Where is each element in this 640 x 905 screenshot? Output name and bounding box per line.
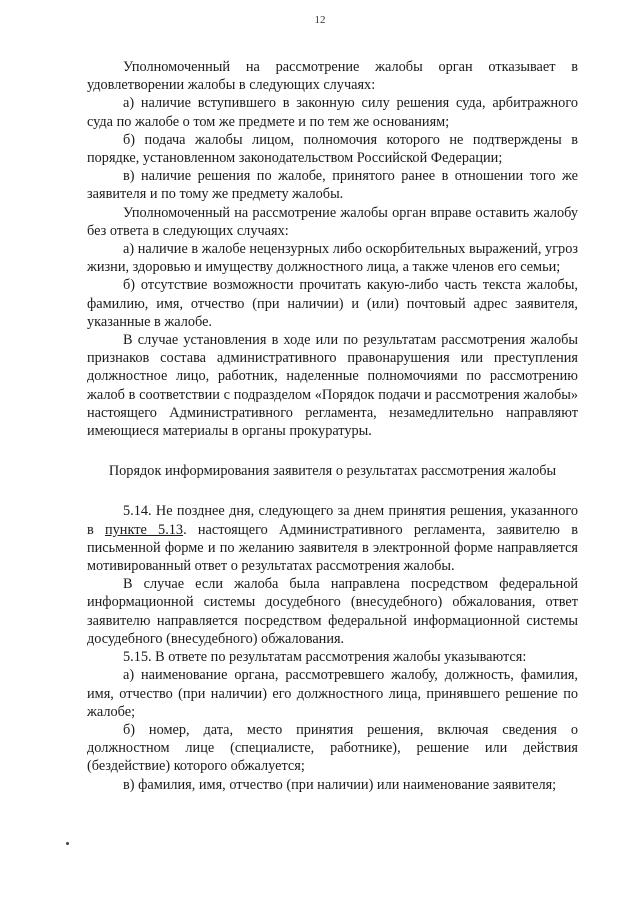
paragraph-no-answer-b: б) отсутствие возможности прочитать какую-либо часть текста жалобы, фамилию, имя, отчество (при наличии) и (или) почтовый адрес заявителя, указанные в жалобе.	[87, 277, 578, 330]
link-point-5-13[interactable]: пункте 5.13	[105, 521, 184, 538]
scan-dot-mark	[66, 842, 69, 845]
paragraph-5-14-start: 5.14. Не позднее дня, следующего за днем принятия решения, указанного в	[87, 503, 578, 538]
paragraph-5-15: 5.15. В ответе по результатам рассмотрения жалобы указываются:	[123, 649, 527, 666]
paragraph-5-14	[87, 502, 578, 575]
paragraph-answer-c: в) фамилия, имя, отчество (при наличии) или наименование заявителя;	[123, 776, 557, 793]
paragraph-refusal-a: а) наличие вступившего в законную силу решения суда, арбитражного суда по жалобе о том же предмете и по тем же основаниям;	[87, 95, 578, 130]
paragraph-answer-b: б) номер, дата, место принятия решения, включая сведения о должностном лице (специалисте, работнике), решение или действия (бездействие) которого обжалуется;	[87, 721, 578, 775]
page-number: 12	[314, 14, 326, 26]
paragraph-no-answer-intro: Уполномоченный на рассмотрение жалобы орган вправе оставить жалобу без ответа в следующих случаях:	[87, 204, 578, 239]
paragraph-federal-system: В случае если жалоба была направлена посредством федеральной информационной системы досудебного (внесудебного) обжалования, ответ заявителю направляется посредством федеральной информационной системы досудебного (внесудебного) обжалования.	[87, 576, 578, 647]
section-heading: Порядок информирования заявителя о результатах рассмотрения жалобы	[108, 463, 557, 480]
paragraph-refusal-intro: Уполномоченный на рассмотрение жалобы орган отказывает в удовлетворении жалобы в следующих случаях:	[87, 59, 578, 94]
paragraph-5-14-end: . настоящего Административного регламента, заявителю в письменной форме и по желанию заявителя в электронной форме направляется мотивированный ответ о результатах рассмотрения жалобы.	[87, 521, 578, 575]
paragraph-prosecution: В случае установления в ходе или по результатам рассмотрения жалобы признаков состава административного правонарушения или преступления должностное лицо, работник, наделенные полномочиями по рассмотрению жалоб в соответствии с подразделом «Порядок подачи и рассмотрения жалобы» настоящего Административного регламента, незамедлительно направляют имеющиеся материалы в органы прокуратуры.	[87, 332, 578, 440]
document-body	[87, 58, 578, 794]
paragraph-refusal-c: в) наличие решения по жалобе, принятого ранее в отношении того же заявителя и по тому же предмету жалобы.	[87, 168, 578, 203]
paragraph-refusal-b: б) подача жалобы лицом, полномочия которого не подтверждены в порядке, установленном законодательством Российской Федерации;	[87, 131, 578, 167]
paragraph-answer-a: а) наименование органа, рассмотревшего жалобу, должность, фамилия, имя, отчество (при наличии) его должностного лица, принявшего решение по жалобе;	[87, 667, 578, 720]
paragraph-no-answer-a: а) наличие в жалобе нецензурных либо оскорбительных выражений, угроз жизни, здоровью и имуществу должностного лица, а также членов его семьи;	[87, 241, 578, 276]
